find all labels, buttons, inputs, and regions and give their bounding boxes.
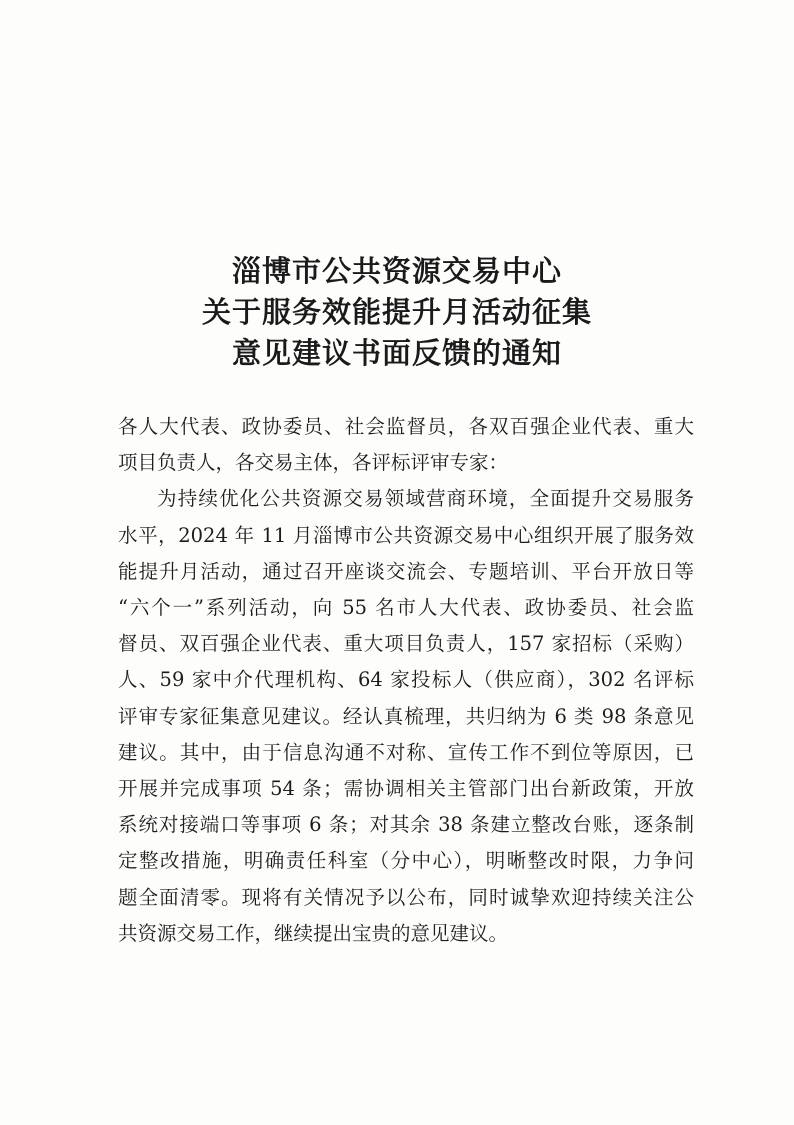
salutation-line-1: 各人大代表、政协委员、社会监督员，各双百强企业代表、重大	[118, 415, 694, 438]
paragraph-line-10: 系统对接端口等事项 6 条；对其余 38 条建立整改台账，逐条制	[118, 813, 694, 837]
paragraph-line-11: 定整改措施，明确责任科室（分中心），明晰整改时限，力争问	[118, 849, 694, 873]
paragraph-line-5: 督员、双百强企业代表、重大项目负责人，157 家招标（采购）	[118, 632, 694, 656]
paragraph-line-6: 人、59 家中介代理机构、64 家投标人（供应商），302 名评标	[118, 668, 694, 692]
paragraph-line-9: 开展并完成事项 54 条；需协调相关主管部门出台新政策，开放	[118, 777, 694, 801]
title-line-1: 淄博市公共资源交易中心	[231, 254, 562, 288]
paragraph-line-4: “六个一”系列活动，向 55 名市人大代表、政协委员、社会监	[118, 596, 694, 620]
title-line-2: 关于服务效能提升月活动征集	[201, 295, 592, 329]
paragraph-line-12: 题全面清零。现将有关情况予以公布，同时诚挚欢迎持续关注公	[118, 885, 694, 909]
paragraph-line-3: 能提升月活动，通过召开座谈交流会、专题培训、平台开放日等	[118, 559, 694, 583]
title-line-3: 意见建议书面反馈的通知	[231, 336, 562, 370]
paragraph-line-1: 为持续优化公共资源交易领域营商环境，全面提升交易服务	[157, 487, 694, 511]
salutation-line-2: 项目负责人，各交易主体，各评标评审专家：	[118, 451, 509, 475]
salutation	[118, 409, 694, 481]
notice-body	[118, 409, 694, 952]
paragraph-line-7: 评审专家征集意见建议。经认真梳理，共归纳为 6 类 98 条意见	[118, 704, 694, 728]
paragraph-line-13: 共资源交易工作，继续提出宝贵的意见建议。	[118, 921, 509, 945]
notice-title	[0, 251, 794, 374]
paragraph-line-2: 水平，2024 年 11 月淄博市公共资源交易中心组织开展了服务效	[118, 523, 694, 547]
paragraph-line-8: 建议。其中，由于信息沟通不对称、宣传工作不到位等原因，已	[118, 740, 694, 764]
body-paragraph	[118, 481, 694, 952]
